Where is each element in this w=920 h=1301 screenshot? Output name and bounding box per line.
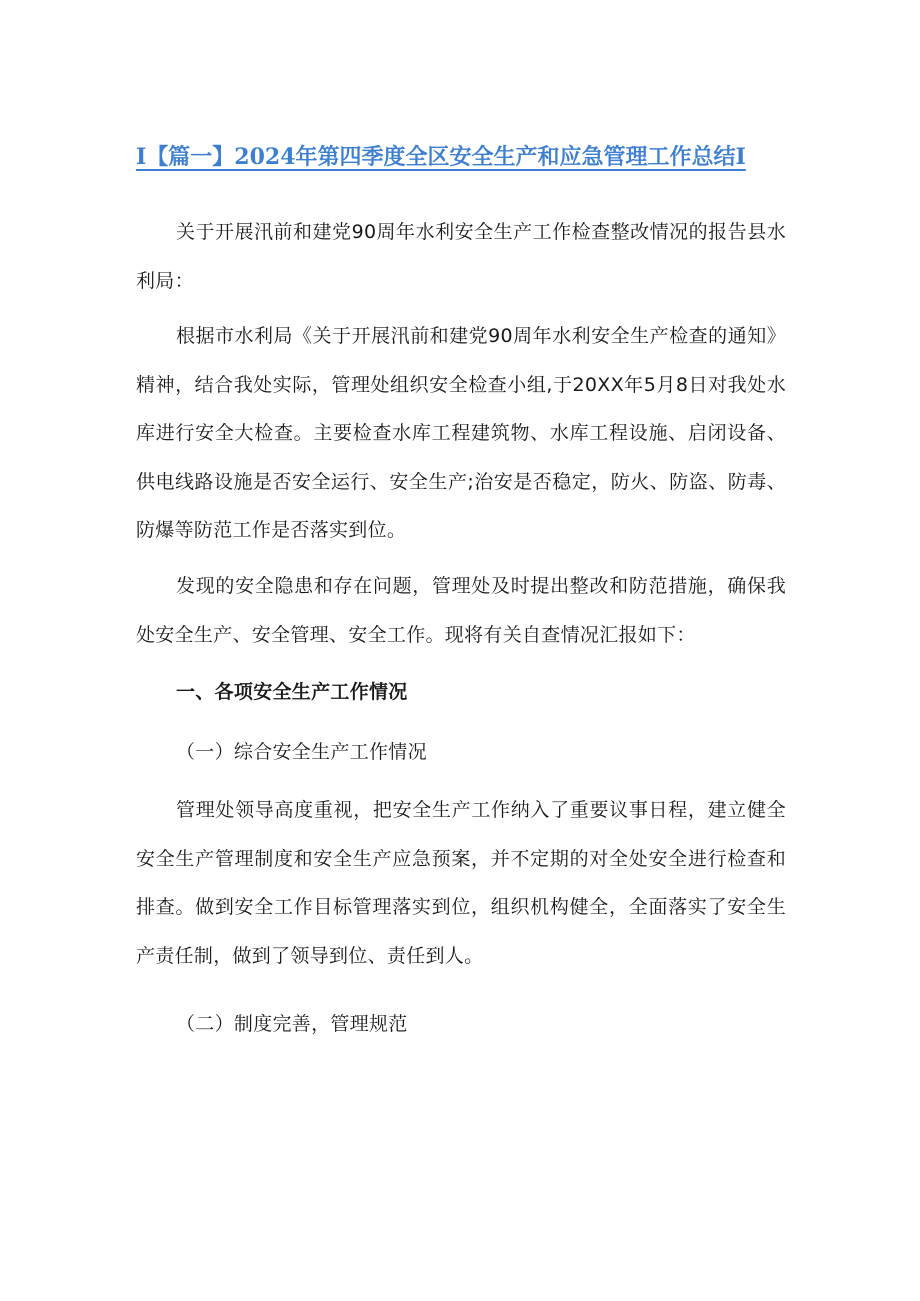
- document-title: I【篇一】2024年第四季度全区安全生产和应急管理工作总结I: [136, 144, 746, 170]
- inspection-background-paragraph: 根据市水利局《关于开展汛前和建党90周年水利安全生产检查的通知》精神，结合我处实际，管理处组织安全检查小组,于20XX年5月8日对我处水库进行安全大检查。主要检查水库工程建筑物、水库工程设施、启闭设备、供电线路设施是否安全运行、安全生产;治安是否稳定，防火、防盗、防毒、防爆等防范工作是否落实到位。: [136, 325, 786, 541]
- findings-paragraph: 发现的安全隐患和存在问题，管理处及时提出整改和防范措施，确保我处安全生产、安全管理、安全工作。现将有关自查情况汇报如下：: [136, 575, 786, 646]
- subsection-heading-1: （一）综合安全生产工作情况: [176, 741, 427, 763]
- report-title-paragraph: 关于开展汛前和建党90周年水利安全生产工作检查整改情况的报告县水利局：: [136, 221, 786, 292]
- subsection-heading-2: （二）制度完善，管理规范: [176, 1013, 408, 1035]
- safety-work-paragraph: 管理处领导高度重视，把安全生产工作纳入了重要议事日程，建立健全安全生产管理制度和安全生产应急预案，并不定期的对全处安全进行检查和排查。做到安全工作目标管理落实到位，组织机构健全，全面落实了安全生产责任制，做到了领导到位、责任到人。: [136, 799, 786, 967]
- section-heading-1: 一、各项安全生产工作情况: [176, 681, 408, 703]
